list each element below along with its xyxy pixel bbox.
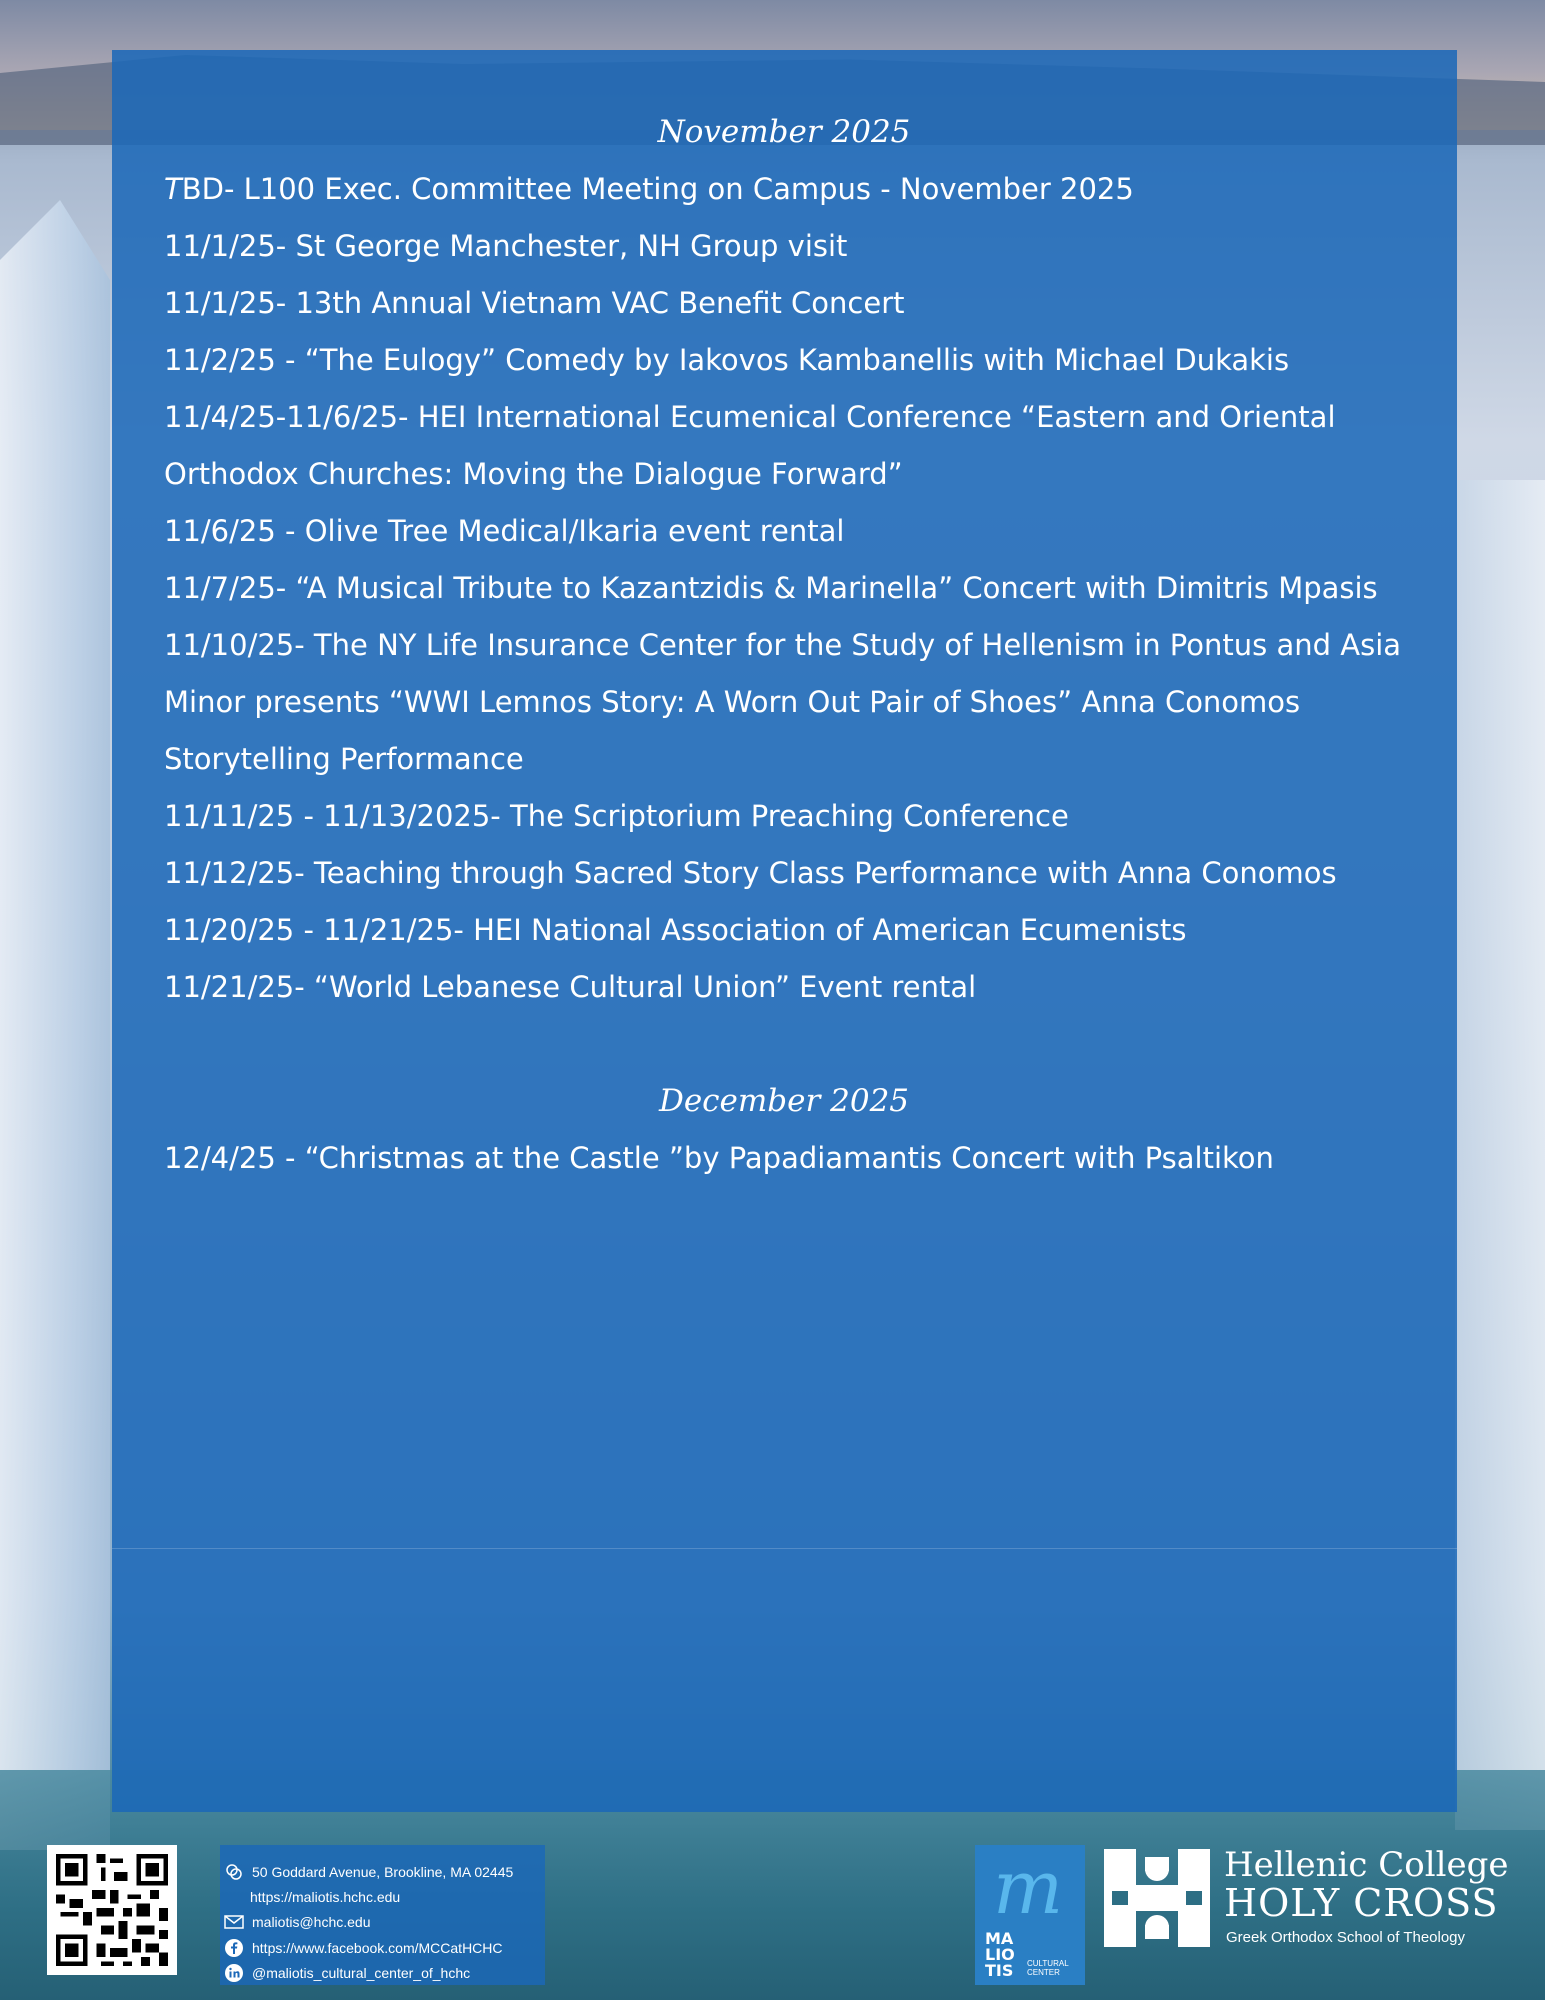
maliotis-wordmark [985, 1931, 1015, 1979]
contact-box [220, 1845, 545, 1985]
maliotis-word-bottom: TIS [985, 1961, 1014, 1980]
maliotis-sub-line2: CENTER [1027, 1968, 1060, 1977]
month-heading-december: December 2025 [658, 1083, 910, 1119]
event-item: 12/4/25 - “Christmas at the Castle ”by Papadiamantis Concert with Psaltikon [164, 1141, 1274, 1175]
email-row[interactable] [220, 1911, 545, 1933]
event-item: 11/1/25- St George Manchester, NH Group visit [164, 229, 848, 263]
college-name-line3: Greek Orthodox School of Theology [1226, 1929, 1466, 1946]
background-left-wall [0, 200, 130, 1850]
event-item: 11/7/25- “A Musical Tribute to Kazantzidis & Marinella” Concert with Dimitris Mpasis [164, 571, 1378, 605]
website-row[interactable] [220, 1886, 545, 1908]
qr-code[interactable] [47, 1845, 177, 1975]
event-item: 11/10/25- The NY Life Insurance Center for the Study of Hellenism in Pontus and Asia Minor presents “WWI Lemnos Story: A Worn Out Pair of Shoes” Anna Conomos Storytelling Performance [164, 628, 1402, 776]
event-item: 11/11/25 - 11/13/2025- The Scriptorium Preaching Conference [164, 799, 1069, 833]
qr-code-icon [47, 1845, 177, 1975]
event-item: 11/6/25 - Olive Tree Medical/Ikaria event rental [164, 514, 845, 548]
maliotis-sub-line1: CULTURAL [1027, 1959, 1069, 1968]
background-right-wall [1455, 480, 1545, 1830]
facebook-icon [220, 1938, 248, 1958]
event-item: 11/12/25- Teaching through Sacred Story Class Performance with Anna Conomos [164, 856, 1337, 890]
address-row [220, 1861, 545, 1883]
email-icon [220, 1914, 248, 1930]
hellenic-college-logo [1102, 1845, 1522, 1955]
facebook-row[interactable] [220, 1937, 545, 1959]
social-row[interactable] [220, 1962, 545, 1984]
maliotis-subtitle [1027, 1959, 1069, 1977]
event-item: 11/1/25- 13th Annual Vietnam VAC Benefit Concert [164, 286, 905, 320]
schedule-content [164, 104, 1404, 1187]
event-item: 11/21/25- “World Lebanese Cultural Union” Event rental [164, 970, 977, 1004]
maliotis-word-top: MA [985, 1929, 1014, 1948]
schedule-panel [112, 50, 1457, 1812]
address-text: 50 Goddard Avenue, Brookline, MA 02445 [252, 1864, 514, 1880]
college-name-line1: Hellenic College [1224, 1845, 1509, 1885]
college-name-line2: HOLY CROSS [1224, 1881, 1499, 1925]
location-icon [220, 1862, 248, 1882]
panel-divider [112, 1548, 1457, 1549]
event-item: TBD- L100 Exec. Committee Meeting on Campus - November 2025 [164, 172, 1134, 206]
website-link[interactable]: https://maliotis.hchc.edu [250, 1889, 401, 1905]
event-item: 11/4/25-11/6/25- HEI International Ecumenical Conference “Eastern and Oriental Orthodox Churches: Moving the Dialogue Forward” [164, 400, 1336, 491]
social-handle[interactable]: @maliotis_cultural_center_of_hchc [252, 1965, 471, 1981]
facebook-link[interactable]: https://www.facebook.com/MCCatHCHC [252, 1940, 503, 1956]
linkedin-icon [220, 1963, 248, 1983]
month-heading-november: November 2025 [657, 114, 911, 150]
maliotis-logo [975, 1845, 1085, 1985]
cross-logo-icon [1104, 1849, 1210, 1947]
email-link[interactable]: maliotis@hchc.edu [252, 1914, 371, 1930]
event-item: 11/2/25 - “The Eulogy” Comedy by Iakovos Kambanellis with Michael Dukakis [164, 343, 1290, 377]
maliotis-m-glyph: m [993, 1845, 1064, 1931]
maliotis-word-mid: LIO [985, 1945, 1015, 1964]
event-item: 11/20/25 - 11/21/25- HEI National Association of American Ecumenists [164, 913, 1187, 947]
